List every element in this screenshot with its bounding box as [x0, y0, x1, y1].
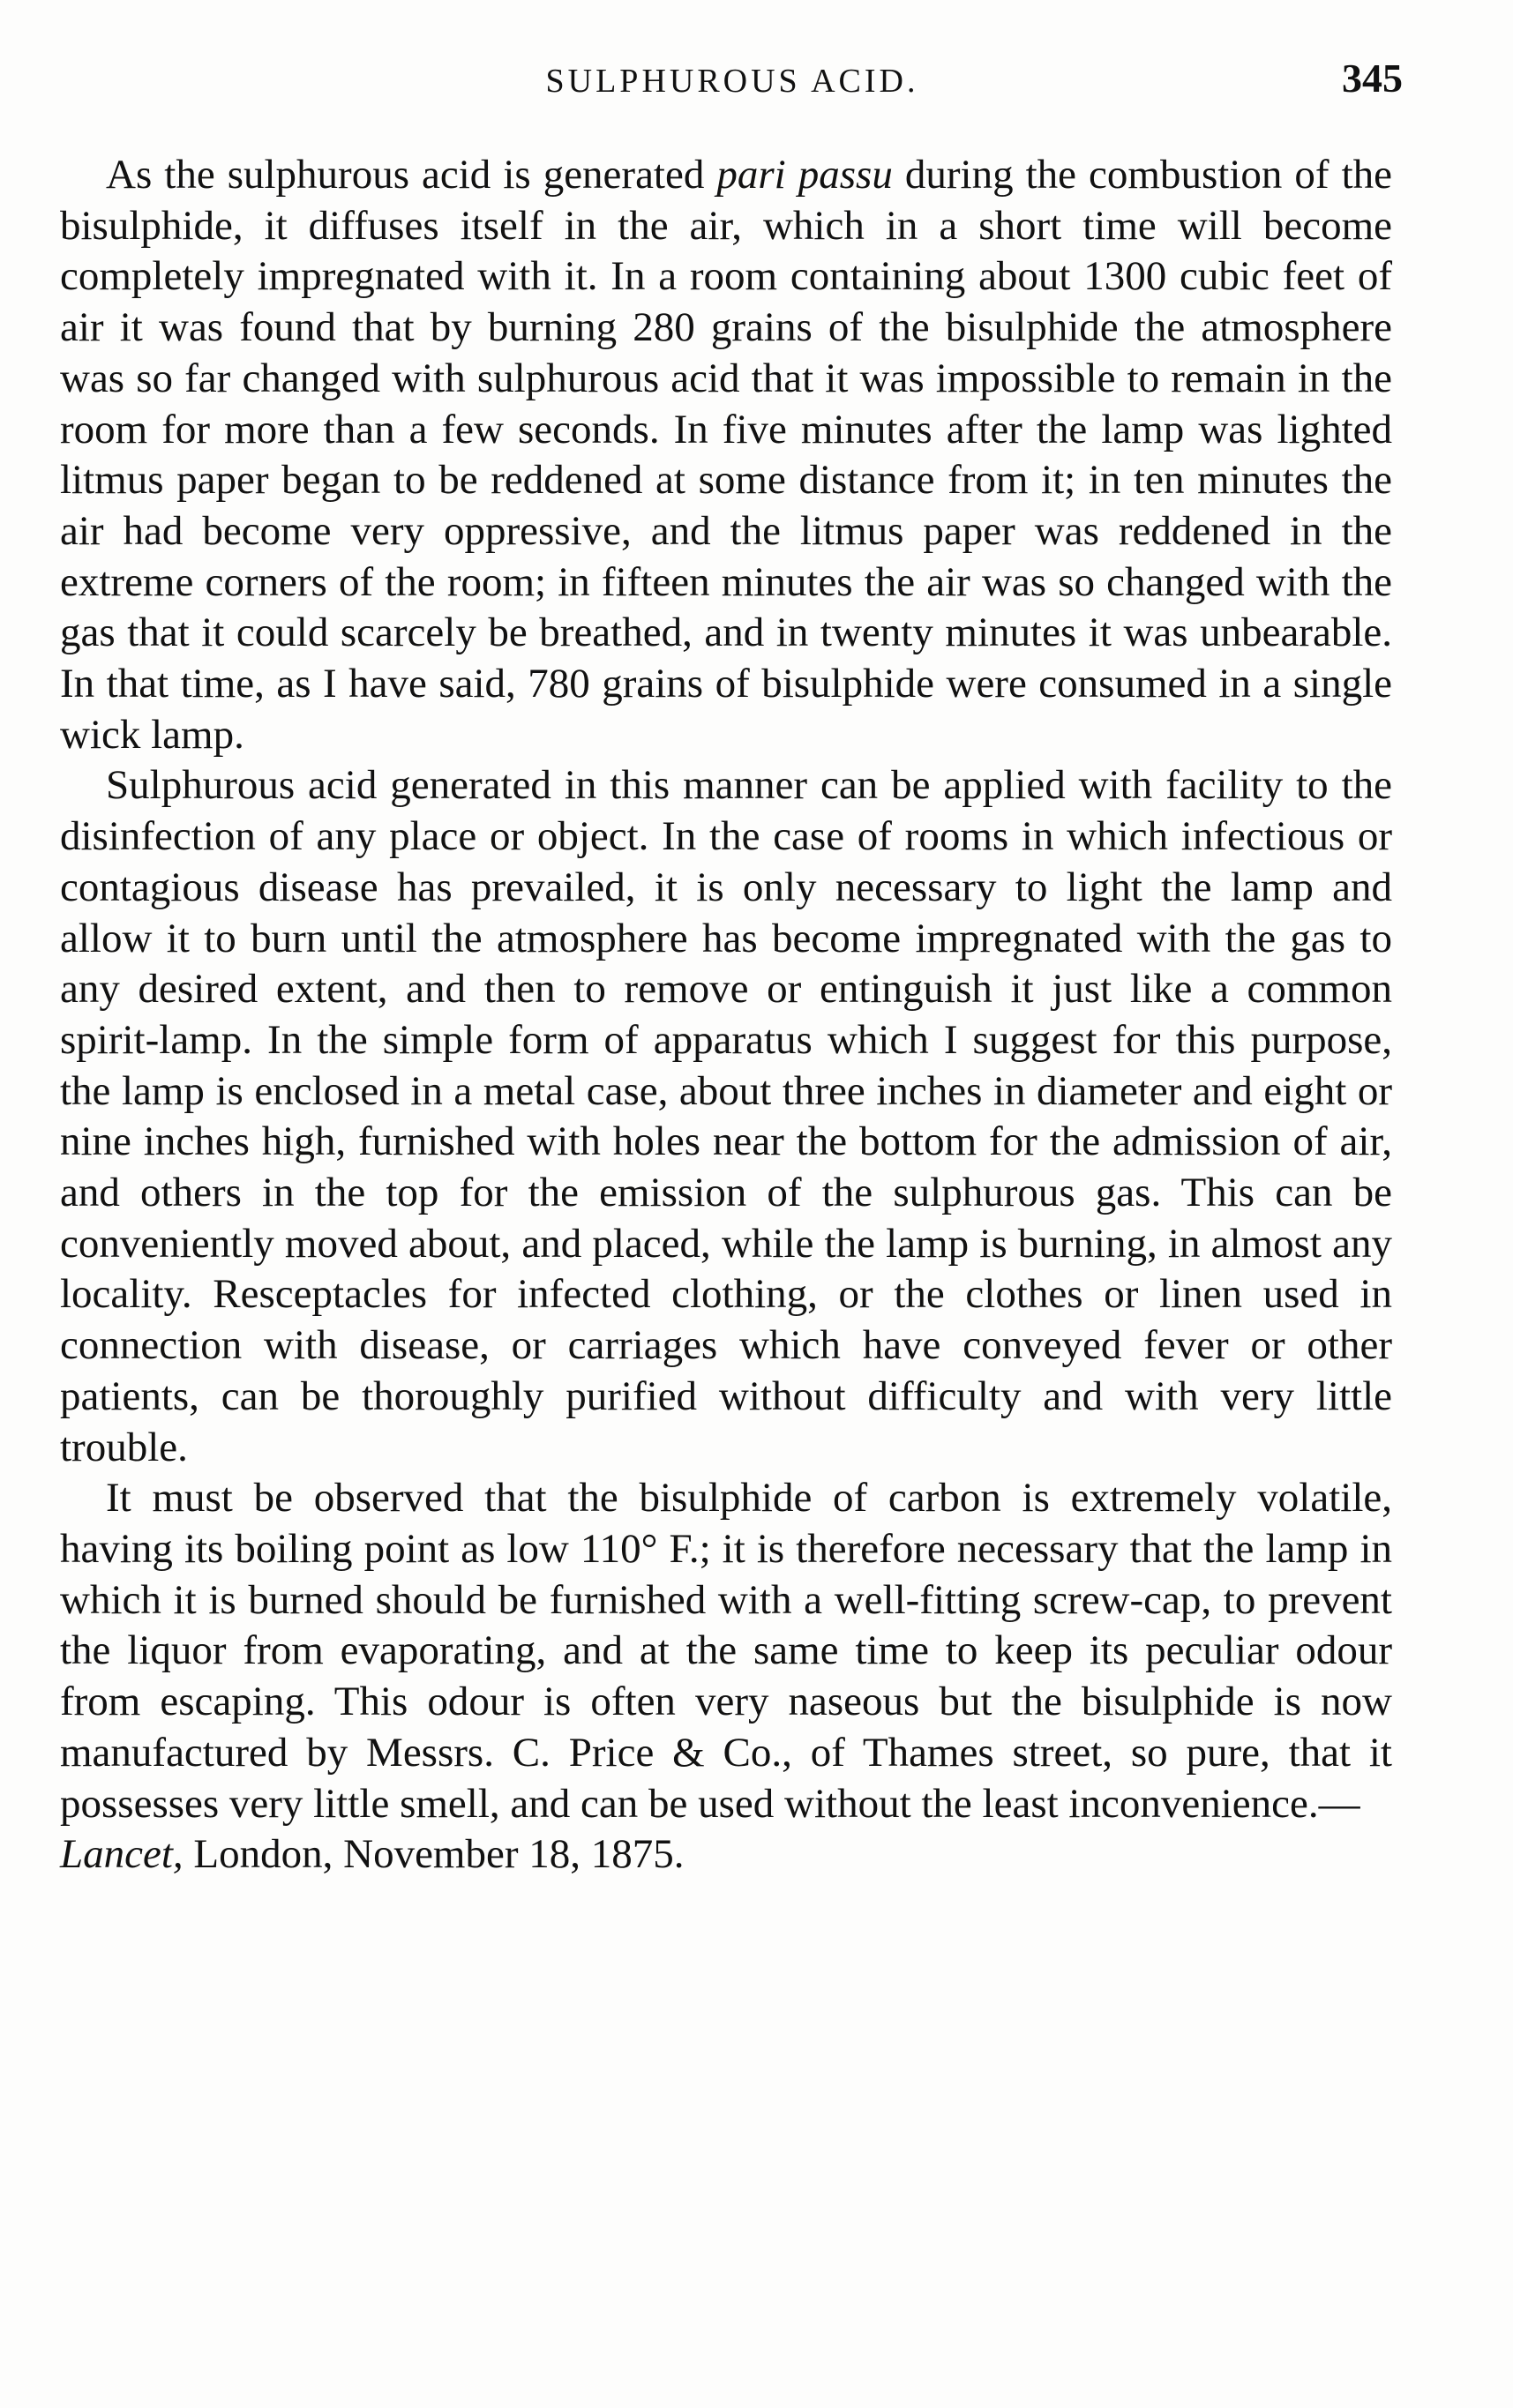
paragraph-text: during the combustion of the bisulphide, it diffuses itself in the air, which in a short time will become completely impregnated with it. In a room containing about 1300 cubic feet of air it was found that by burning 280 grains of the bisulphide the atmosphere was so far changed with sulphurous acid that it was impossible to remain in the room for more than a few seconds. In five minutes after the lamp was lighted litmus paper began to be reddened at some distance from it; in ten minutes the air had become very oppressive, and the litmus paper was reddened in the extreme corners of the room; in fifteen minutes the air was so changed with the gas that it could scarcely be breathed, and in twenty minutes it was unbearable. In that time, as I have said, 780 grains of bisulphide were consumed in a single wick lamp.: [60, 152, 1392, 758]
running-title: SULPHUROUS ACID.: [545, 63, 919, 100]
page-number: 345: [1342, 56, 1403, 101]
paragraph-2: [60, 760, 1392, 1473]
citation-source: Lancet,: [60, 1831, 184, 1878]
paragraph-text: It must be observed that the bisulphide of carbon is extremely volatile, having its boiling point as low 110° F.; it is therefore necessary that the lamp in which it is burned should be furnished with a well-fitting screw-cap, to prevent the liquor from evaporating, and at the same time to keep its peculiar odour from escaping. This odour is often very naseous but the bisulphide is now manufactured by Messrs. C. Price & Co., of Thames street, so pure, that it possesses very little smell, and can be used without the least inconvenience.—: [60, 1475, 1392, 1827]
paragraph-text: Sulphurous acid generated in this manner can be applied with facility to the disinfection of any place or object. In the case of rooms in which infectious or contagious disease has prevailed, it is only necessary to light the lamp and allow it to burn until the atmosphere has become impregnated with the gas to any desired extent, and then to remove or entinguish it just like a common spirit-lamp. In the simple form of apparatus which I suggest for this purpose, the lamp is enclosed in a metal case, about three inches in diameter and eight or nine inches high, furnished with holes near the bottom for the admission of air, and others in the top for the emission of the sulphurous gas. This can be conveniently moved about, and placed, while the lamp is burning, in almost any locality. Resceptacles for infected clothing, or the clothes or linen used in connection with disease, or carriages which have conveyed fever or other patients, can be thoroughly purified without difficulty and with very little trouble.: [60, 762, 1392, 1470]
paragraph-3: [60, 1473, 1392, 1829]
running-head: [62, 55, 1403, 108]
citation: [60, 1829, 1392, 1881]
paragraph-text: As the sulphurous acid is generated: [106, 152, 717, 198]
italic-phrase: pari passu: [716, 152, 893, 198]
body-text: [60, 150, 1392, 1881]
citation-details: London, November 18, 1875.: [183, 1831, 685, 1878]
paragraph-1: [60, 150, 1392, 760]
